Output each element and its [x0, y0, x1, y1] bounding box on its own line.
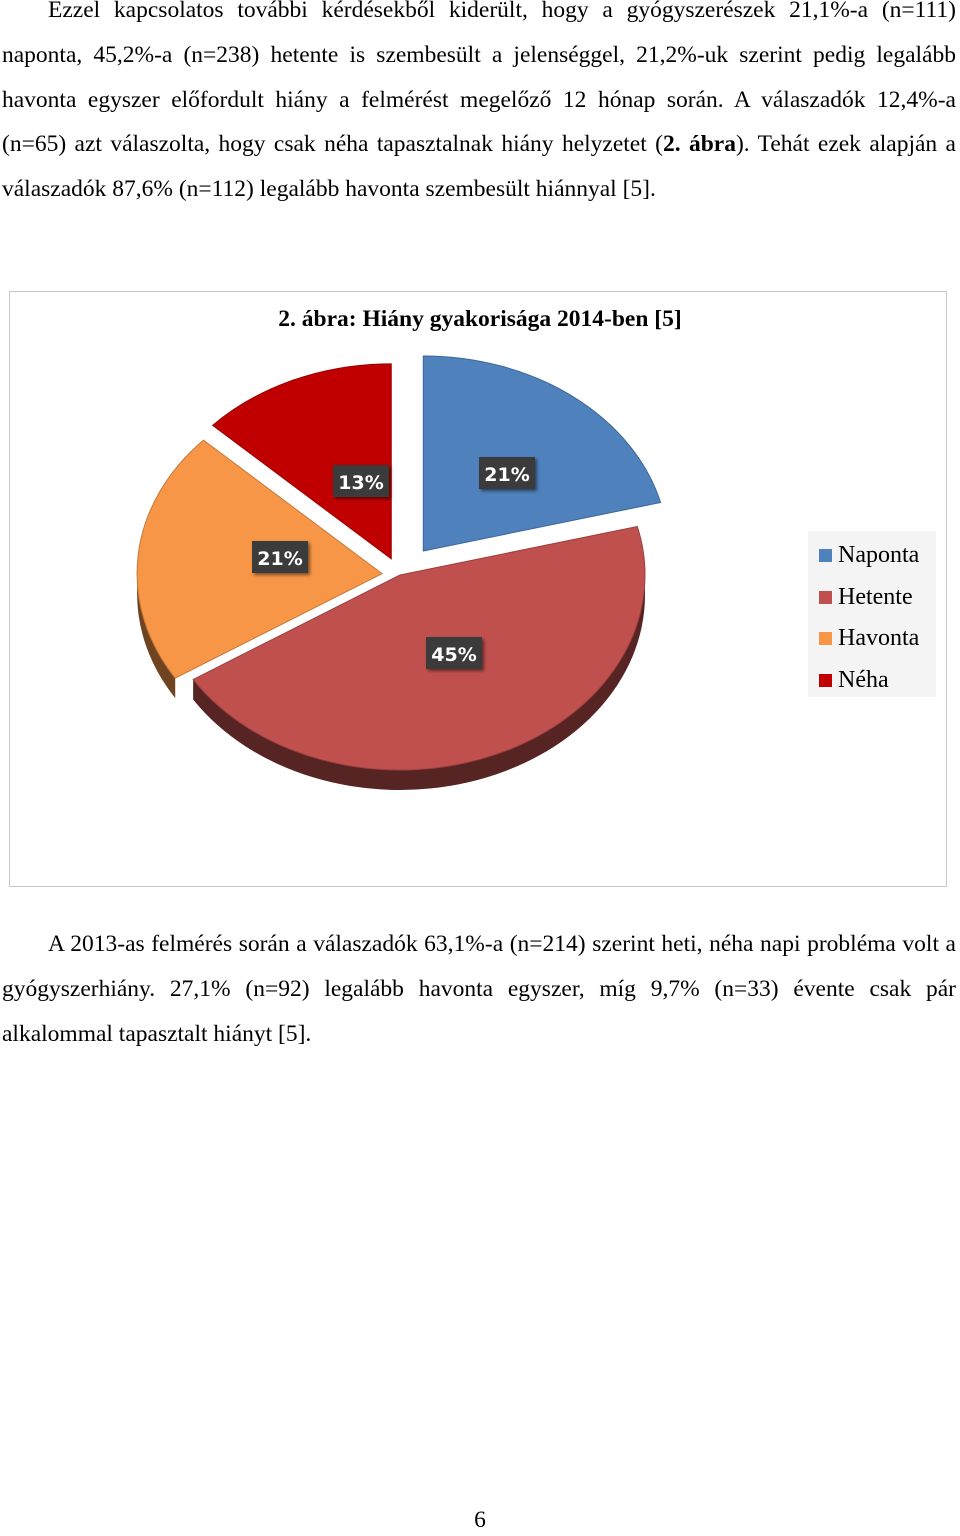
pie-slice-naponta [423, 356, 660, 551]
body-paragraph-2: A 2013-as felmérés során a válaszadók 63,1%-a (n=214) szerint heti, néha napi probléma volt a gyógyszerhiány. 27,1% (n=92) legalább havonta egyszer, míg 9,7% (n=33) évente csak pár alkalommal tapasztalt hiányt [5]. [2, 931, 956, 1047]
data-label-hetente [426, 637, 482, 669]
svg-text:45%: 45% [431, 644, 477, 666]
legend-label: Havonta [838, 625, 920, 652]
data-label-néha [333, 465, 389, 497]
svg-text:13%: 13% [338, 472, 384, 494]
legend-swatch [819, 591, 832, 604]
legend-item-neha [808, 660, 936, 702]
svg-text:21%: 21% [484, 464, 530, 486]
legend-swatch [819, 674, 832, 687]
legend-item-naponta [808, 535, 936, 577]
svg-text:21%: 21% [257, 548, 303, 570]
legend-label: Hetente [838, 583, 913, 610]
legend-label: Néha [838, 667, 889, 694]
figure-title: 2. ábra: Hiány gyakorisága 2014-ben [5] [278, 306, 682, 332]
page-number: 6 [474, 1507, 486, 1533]
paragraph-1-text: Ezzel kapcsolatos további kérdésekből kiderült, hogy a gyógyszerészek 21,1%-a (n=111) naponta, 45,2%-a (n=238) hetente is szembesült a jelenséggel, 21,2%-uk szerint pedig legalább havonta egyszer előfordult hiány a felmérést megelőző 12 hónap során. A válaszadók 12,4%-a (n=65) azt válaszolta, hogy csak néha tapasztalnak hiány helyzetet ( [2, 0, 956, 158]
data-label-naponta [479, 457, 535, 489]
legend-item-havonta [808, 618, 936, 660]
chart-legend [808, 531, 936, 697]
paragraph-1-end: ). Tehát ezek alapján a válaszadók 87,6% (n=112) legalább havonta szembesült hiánnyal [5]. [2, 131, 956, 203]
legend-label: Naponta [838, 542, 920, 569]
legend-swatch [819, 549, 832, 562]
data-label-havonta [252, 541, 308, 573]
legend-swatch [819, 632, 832, 645]
figure-reference: 2. ábra [662, 131, 736, 158]
legend-item-hetente [808, 577, 936, 619]
